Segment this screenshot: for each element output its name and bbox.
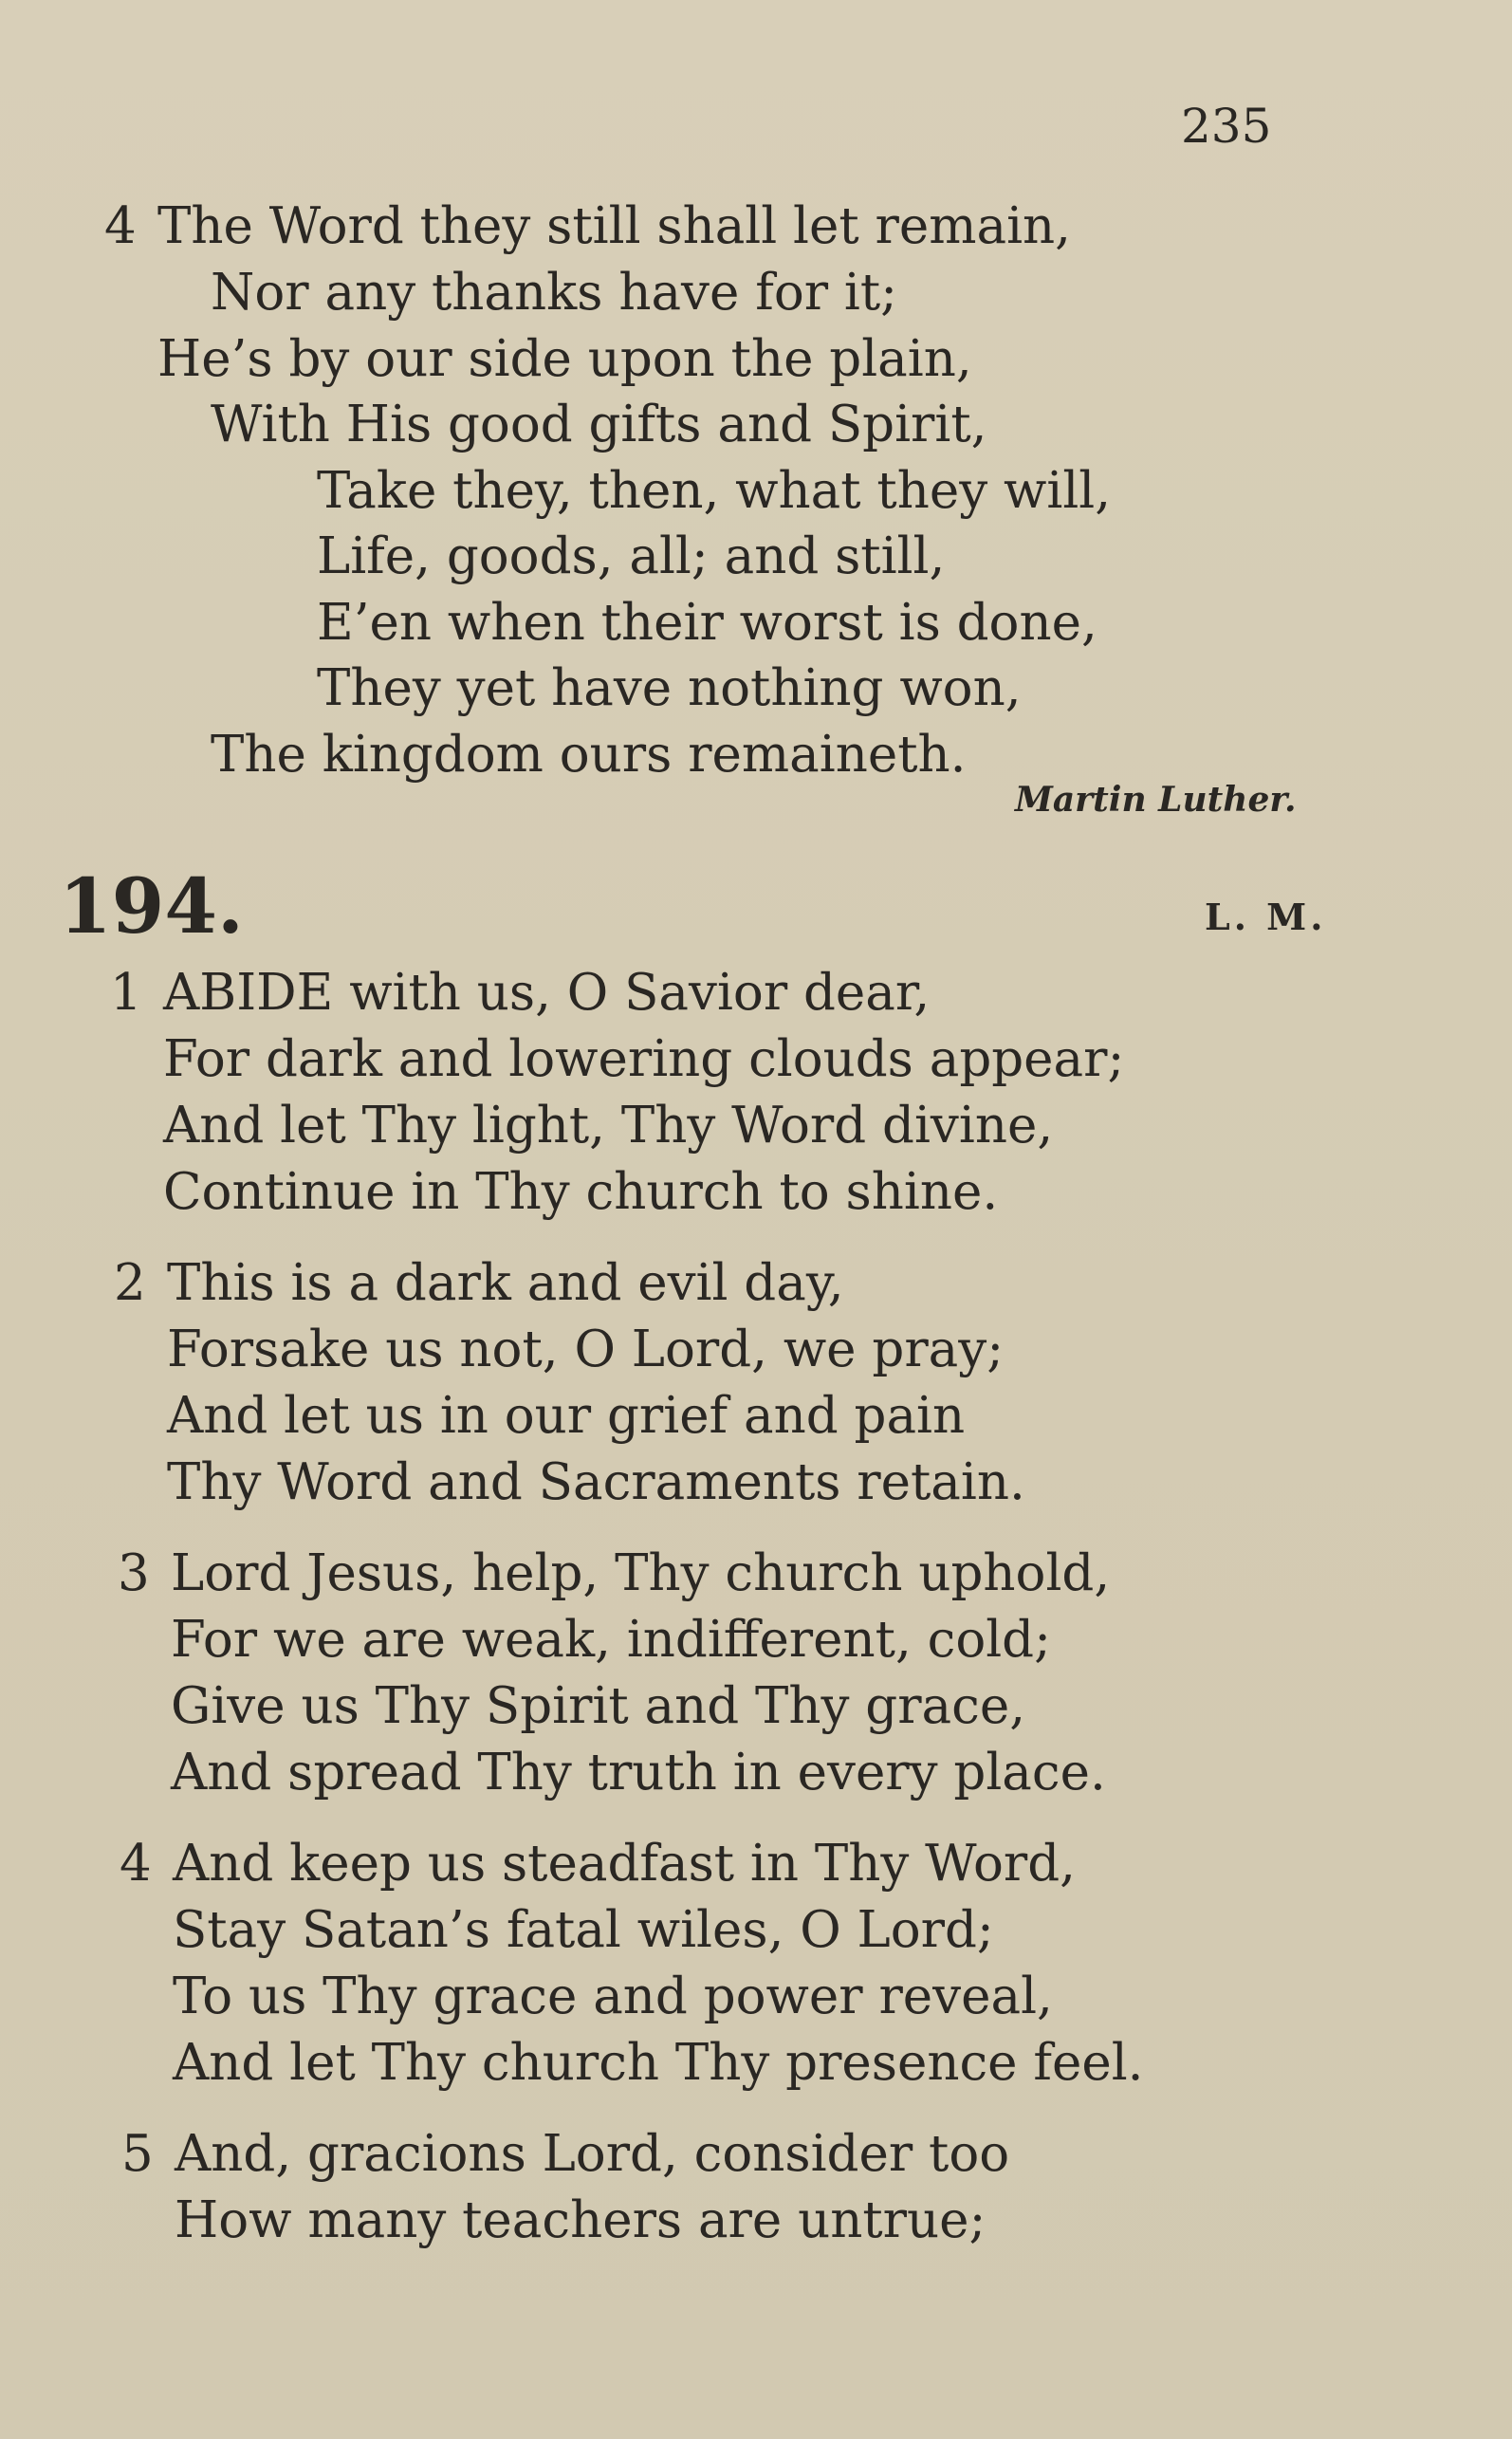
verse-line: Continue in Thy church to shine. — [163, 1163, 999, 1221]
verse-line: With His good gifts and Spirit, — [211, 396, 987, 453]
page-number: 235 — [1181, 99, 1272, 154]
verse-line: Stay Satan’s fatal wiles, O Lord; — [173, 1901, 994, 1959]
verse-line: They yet have nothing won, — [317, 659, 1022, 717]
verse-line: For dark and lowering clouds appear; — [163, 1030, 1125, 1088]
verse-number: 5 — [121, 2125, 154, 2183]
hymn-number: 194. — [59, 861, 244, 951]
verse-line: The kingdom ours remaineth. — [211, 726, 967, 784]
verse-line: E’en when their worst is done, — [317, 594, 1097, 652]
verse-number: 1 — [110, 964, 142, 1022]
verse-number: 4 — [104, 197, 137, 255]
verse-line: How many teachers are untrue; — [175, 2191, 986, 2249]
author-attribution: Martin Luther. — [1015, 780, 1297, 820]
verse-line: And let Thy light, Thy Word divine, — [163, 1097, 1054, 1155]
verse-line: 3 Lord Jesus, help, Thy church uphold, — [118, 1544, 1111, 1602]
verse-line: Life, goods, all; and still, — [317, 527, 946, 585]
verse-number: 2 — [114, 1254, 146, 1312]
verse-number: 3 — [118, 1544, 150, 1602]
verse-line: 4 And keep us steadfast in Thy Word, — [120, 1835, 1077, 1893]
verse-line: And spread Thy truth in every place. — [171, 1744, 1106, 1802]
verse-line: Give us Thy Spirit and Thy grace, — [171, 1677, 1026, 1735]
verse-line: He’s by our side upon the plain, — [157, 330, 972, 388]
verse-line: 1 ABIDE with us, O Savior dear, — [110, 964, 931, 1022]
verse-line: Thy Word and Sacraments retain. — [167, 1453, 1025, 1511]
verse-line: 5 And, gracions Lord, consider too — [121, 2125, 1010, 2183]
verse-number: 4 — [120, 1835, 152, 1893]
verse-line: Nor any thanks have for it; — [211, 264, 898, 322]
verse-line: 2 This is a dark and evil day, — [114, 1254, 844, 1312]
verse-line: Take they, then, what they will, — [317, 462, 1112, 520]
verse-line: And let Thy church Thy presence feel. — [173, 2034, 1144, 2092]
hymn-meter: L. M. — [1205, 896, 1327, 938]
verse-line: To us Thy grace and power reveal, — [173, 1968, 1053, 2025]
verse-line: And let us in our grief and pain — [167, 1387, 966, 1445]
verse-line: Forsake us not, O Lord, we pray; — [167, 1321, 1005, 1378]
verse-line: For we are weak, indifferent, cold; — [171, 1611, 1051, 1669]
verse-line: 4 The Word they still shall let remain, — [104, 197, 1072, 255]
